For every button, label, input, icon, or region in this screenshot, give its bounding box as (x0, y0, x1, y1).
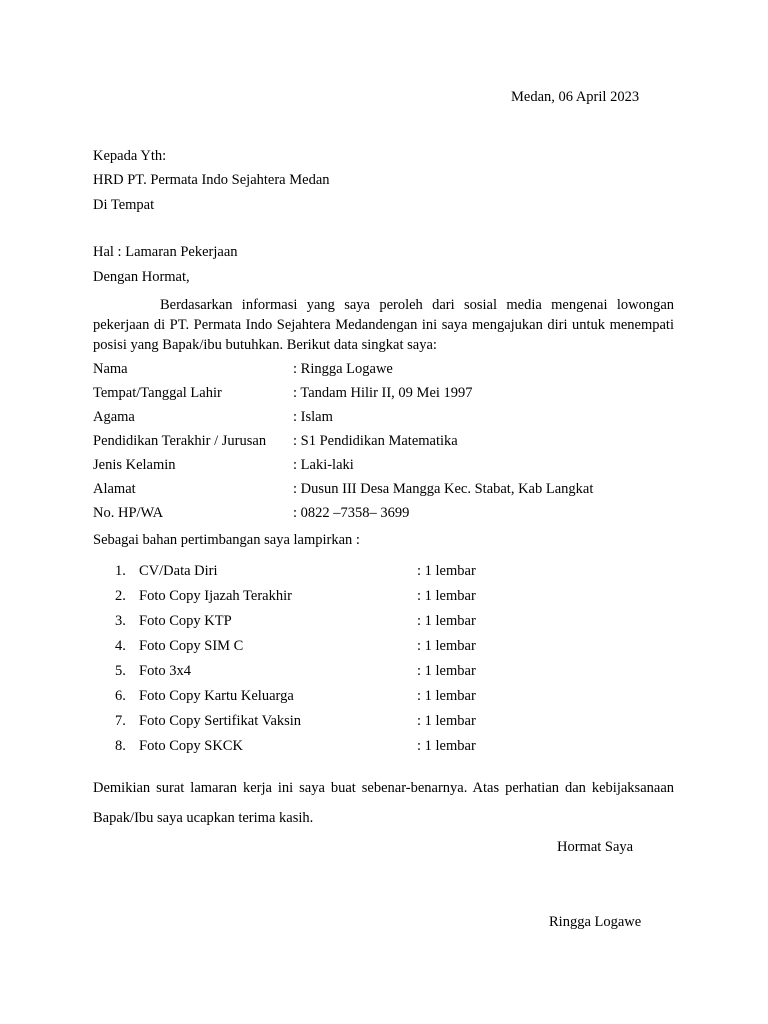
attachments-list (115, 562, 515, 762)
list-item (115, 587, 515, 612)
attachment-quantity: : 1 lembar (417, 588, 476, 604)
attachment-quantity: : 1 lembar (417, 738, 476, 754)
list-number: 5. (115, 663, 126, 679)
list-item (115, 712, 515, 737)
field-label: Nama (93, 361, 128, 377)
attachment-name: Foto Copy KTP (139, 613, 232, 629)
attachment-quantity: : 1 lembar (417, 563, 476, 579)
field-value: : Islam (293, 409, 333, 425)
attachment-quantity: : 1 lembar (417, 663, 476, 679)
list-number: 7. (115, 713, 126, 729)
attachments-intro: Sebagai bahan pertimbangan saya lampirkan : (93, 532, 360, 548)
field-label: Jenis Kelamin (93, 457, 176, 473)
attachment-name: CV/Data Diri (139, 563, 218, 579)
field-label: Agama (93, 409, 135, 425)
list-item (115, 637, 515, 662)
list-number: 3. (115, 613, 126, 629)
field-label: Alamat (93, 481, 136, 497)
attachment-name: Foto 3x4 (139, 663, 191, 679)
closing-paragraph: Demikian surat lamaran kerja ini saya buat sebenar-benarnya. Atas perhatian dan kebijaksanaan Bapak/Ibu saya ucapkan terima kasih. (93, 780, 674, 826)
list-item (115, 612, 515, 637)
field-value: : S1 Pendidikan Matematika (293, 433, 458, 449)
field-label: No. HP/WA (93, 505, 164, 521)
field-value: : 0822 –7358– 3699 (293, 505, 410, 521)
attachment-name: Foto Copy Ijazah Terakhir (139, 588, 292, 604)
field-row (93, 360, 693, 384)
field-value: : Dusun III Desa Mangga Kec. Stabat, Kab Langkat (293, 481, 594, 497)
field-row (93, 432, 693, 456)
attachment-name: Foto Copy SKCK (139, 738, 243, 754)
personal-data-list (93, 360, 693, 528)
field-row (93, 504, 693, 528)
field-value: : Ringga Logawe (293, 361, 393, 377)
field-row (93, 480, 693, 504)
closing-regards: Hormat Saya (557, 839, 634, 855)
attachment-quantity: : 1 lembar (417, 688, 476, 704)
recipient-greeting: Kepada Yth: (93, 148, 167, 164)
attachment-name: Foto Copy SIM C (139, 638, 244, 654)
list-item (115, 562, 515, 587)
letter-salutation: Dengan Hormat, (93, 269, 190, 285)
recipient-company: HRD PT. Permata Indo Sejahtera Medan (93, 172, 330, 188)
list-number: 4. (115, 638, 126, 654)
letter-subject: Hal : Lamaran Pekerjaan (93, 244, 238, 260)
signer-name: Ringga Logawe (549, 914, 642, 930)
recipient-place: Di Tempat (93, 197, 155, 213)
attachment-quantity: : 1 lembar (417, 713, 476, 729)
list-number: 2. (115, 588, 126, 604)
list-number: 1. (115, 563, 126, 579)
field-label: Tempat/Tanggal Lahir (93, 385, 222, 401)
list-item (115, 662, 515, 687)
intro-paragraph: Berdasarkan informasi yang saya peroleh dari sosial media mengenai lowongan pekerjaan di PT. Permata Indo Sejahtera Medandengan ini saya mengajukan diri untuk menempati posisi yang Bapak/ibu butuhkan. Berikut data singkat saya: (93, 297, 674, 353)
attachment-quantity: : 1 lembar (417, 613, 476, 629)
field-row (93, 384, 693, 408)
letter-date: Medan, 06 April 2023 (511, 89, 640, 105)
field-label: Pendidikan Terakhir / Jurusan (93, 433, 267, 449)
list-item (115, 737, 515, 762)
list-number: 6. (115, 688, 126, 704)
field-value: : Tandam Hilir II, 09 Mei 1997 (293, 385, 473, 401)
attachment-quantity: : 1 lembar (417, 638, 476, 654)
attachment-name: Foto Copy Sertifikat Vaksin (139, 713, 302, 729)
field-row (93, 408, 693, 432)
field-row (93, 456, 693, 480)
list-item (115, 687, 515, 712)
field-value: : Laki-laki (293, 457, 354, 473)
attachment-name: Foto Copy Kartu Keluarga (139, 688, 294, 704)
list-number: 8. (115, 738, 126, 754)
